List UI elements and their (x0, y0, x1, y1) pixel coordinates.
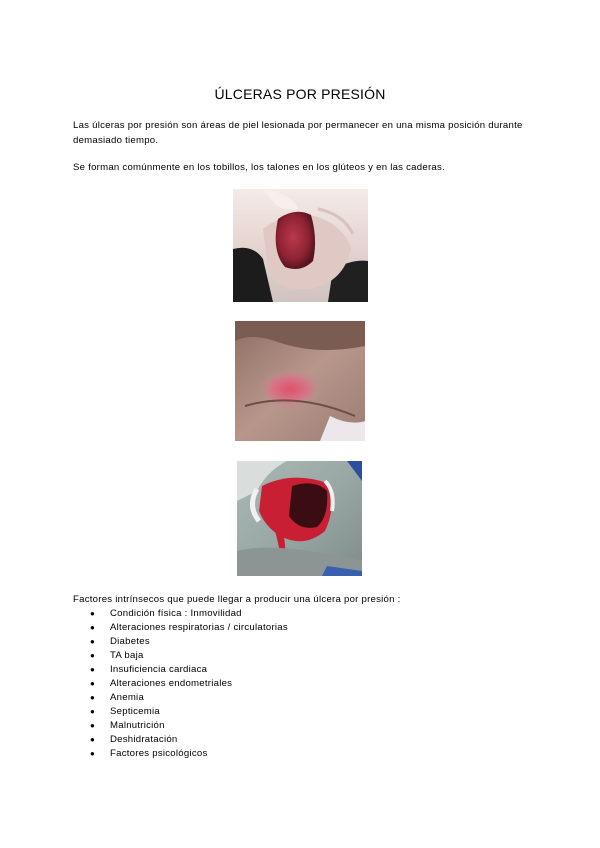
bullet-icon: ● (90, 679, 96, 688)
bullet-icon: ● (90, 609, 96, 618)
factors-intro: Factores intrínsecos que puede llegar a producir una úlcera por presión : (73, 594, 401, 605)
bullet-icon: ● (90, 693, 96, 702)
list-item: ● Anemia (90, 692, 145, 703)
list-item: ● Condición física : Inmovilidad (90, 608, 242, 619)
factors-list (0, 607, 600, 761)
location-paragraph: Se forman comúnmente en los tobillos, los talones en los glúteos y en las caderas. (73, 162, 445, 173)
page-title: ÚLCERAS POR PRESIÓN (214, 86, 386, 102)
list-item: ● Insuficiencia cardiaca (90, 664, 208, 675)
bullet-icon: ● (90, 721, 96, 730)
gluteal-ulcer-photo (235, 321, 365, 441)
list-item: ● TA baja (90, 650, 144, 661)
list-item: ● Deshidratación (90, 734, 178, 745)
list-item: ● Alteraciones endometriales (90, 678, 233, 689)
list-item: ● Factores psicológicos (90, 748, 208, 759)
heel-ulcer-photo (233, 189, 368, 302)
deep-ulcer-photo (237, 461, 362, 576)
list-item: ● Septicemia (90, 706, 160, 717)
bullet-icon: ● (90, 707, 96, 716)
bullet-icon: ● (90, 749, 96, 758)
list-item: ● Diabetes (90, 636, 150, 647)
bullet-icon: ● (90, 623, 96, 632)
bullet-icon: ● (90, 665, 96, 674)
intro-paragraph: Las úlceras por presión son áreas de piel lesionada por permanecer en una misma posición durante demasiado tiempo. (73, 120, 523, 146)
bullet-icon: ● (90, 735, 96, 744)
list-item: ● Malnutrición (90, 720, 165, 731)
list-item: ● Alteraciones respiratorias / circulatorias (90, 622, 288, 633)
bullet-icon: ● (90, 637, 96, 646)
bullet-icon: ● (90, 651, 96, 660)
